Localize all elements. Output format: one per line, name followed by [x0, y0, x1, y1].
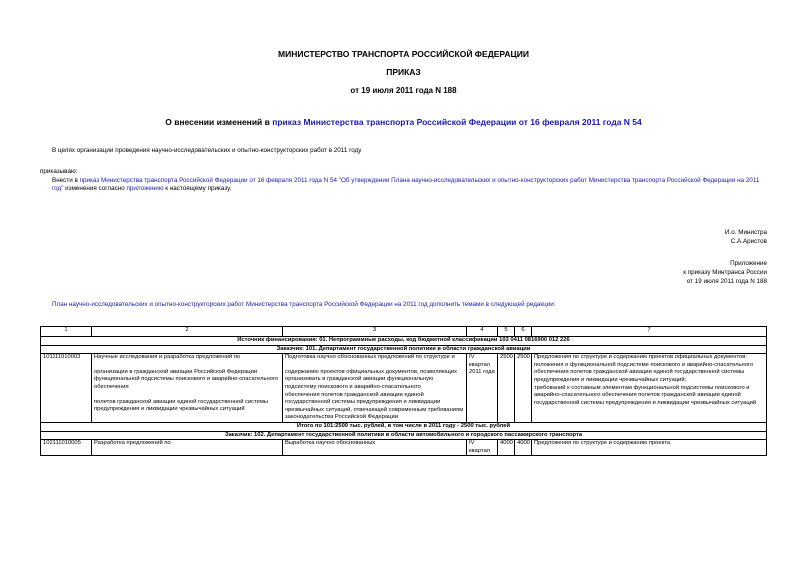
plan-table — [40, 326, 767, 456]
theme-work-line: содержанию проектов официальных документов, позволяющих организовать в гражданской авиации функциональную подсистему поискового и аварийно-спасательного — [285, 368, 458, 390]
signature-name: С.А.Аристов — [730, 238, 767, 245]
theme-work-line: Подготовка научно обоснованных предложений по структуре и — [285, 354, 455, 361]
table-column-numbers — [41, 327, 767, 337]
clause-order-link[interactable]: приказ Министерства транспорта Российской Федерации от 16 февраля 2011 года N 54 "Об утверждении Плана научно-исследовательских и опытно-конструкторских работ Министерства транспорта Российской Федерации на 2011 год" — [52, 177, 760, 193]
subject-order-link[interactable]: приказ Министерства транспорта Российской Федерации от 16 февраля 2011 года N 54 — [272, 117, 642, 127]
theme-value-total: 2500 — [498, 354, 515, 423]
order-clause — [52, 177, 772, 194]
table-row — [41, 440, 767, 456]
doc-date: от 19 июля 2011 года N 188 — [350, 86, 457, 95]
theme-result-line: требований к составным элементам функциональной подсистемы поискового и аварийно-спасательного обеспечения полетов гражданской авиации единой государственной системы предупреждения и ликвидации чрезвычайных ситуаций — [534, 384, 757, 406]
appendix-line2: от 19 июля 2011 года N 188 — [686, 278, 767, 285]
clause-middle: изменения согласно — [63, 185, 127, 193]
signature-position: И.о. Министра — [724, 229, 767, 236]
theme-code: 102111010005 — [41, 440, 92, 456]
theme-value-2011: 4000 — [515, 440, 532, 456]
col-num: 5 — [498, 327, 515, 337]
clause-appendix-link[interactable]: приложению — [126, 185, 164, 193]
theme-work — [283, 354, 467, 423]
appendix-line1: к приказу Минтранса России — [683, 269, 767, 276]
theme-name-line: Научные исследования и разработка предложений по — [94, 354, 241, 361]
col-num: 6 — [515, 327, 532, 337]
theme-period: IV квартал 2011 года — [467, 354, 498, 423]
col-num: 3 — [283, 327, 467, 337]
theme-result — [532, 354, 767, 423]
col-num: 1 — [41, 327, 92, 337]
ministry-heading: МИНИСТЕРСТВО ТРАНСПОРТА РОССИЙСКОЙ ФЕДЕРАЦИИ — [278, 49, 529, 59]
col-num: 2 — [92, 327, 283, 337]
doc-type-heading: ПРИКАЗ — [386, 67, 421, 77]
theme-work: Выработка научно обоснованных — [283, 440, 467, 456]
theme-value-2011: 2500 — [515, 354, 532, 423]
theme-value-total: 4000 — [498, 440, 515, 456]
preamble-text: В целях организации проведения научно-исследовательских и опытно-конструкторских работ в 2011 году — [52, 147, 362, 154]
funding-source-row — [41, 337, 767, 346]
appendix-title: Приложение — [730, 260, 767, 267]
theme-result-line: Предложения по структуре и содержанию проектов официальных документов: — [534, 354, 747, 361]
table-row — [41, 354, 767, 423]
theme-result-line: положения о функциональной подсистеме поискового и аварийно-спасательного обеспечения полетов гражданской авиации единой государственной системы предупреждения и ликвидации чрезвычайных ситуаций; — [534, 361, 754, 383]
theme-name: Разработка предложений по — [92, 440, 283, 456]
col-num: 7 — [532, 327, 767, 337]
order-word: приказываю: — [40, 168, 78, 175]
theme-code: 101111010003 — [41, 354, 92, 423]
col-num: 4 — [467, 327, 498, 337]
theme-name-line: организации в гражданской авиации Российской Федерации функциональной подсистемы поискового и аварийно-спасательного обеспечения — [94, 368, 279, 390]
theme-name — [92, 354, 283, 423]
customer-row — [41, 345, 767, 354]
doc-subject — [0, 117, 807, 127]
customer-102: Заказчик: 102. Департамент государственной политики в области автомобильного и городского пассажирского транспорта — [41, 431, 767, 440]
customer-101: Заказчик: 101. Департамент государственной политики в области гражданской авиации — [41, 345, 767, 354]
total-101: Итого по 101:2500 тыс. рублей, в том числе в 2011 году - 2500 тыс. рублей — [41, 422, 767, 431]
funding-source: Источник финансирования: 01. Непрограммные расходы, код бюджетной классификации 103 0411 0816900 012 226 — [41, 337, 767, 346]
theme-period: IV квартал — [467, 440, 498, 456]
theme-result: Предложения по структуре и содержанию проекта — [532, 440, 767, 456]
theme-name-line: полетов гражданской авиации единой государственной системы предупреждения и ликвидации чрезвычайных ситуаций — [94, 398, 269, 413]
clause-suffix: к настоящему приказу. — [163, 185, 232, 193]
theme-work-line: обеспечения полетов гражданской авиации единой государственной системы предупреждения и ликвидации чрезвычайных ситуаций, отвечающей современным требованиям законодательства Российской Федерации — [285, 391, 464, 421]
plan-intro: План научно-исследовательских и опытно-конструкторских работ Министерства транспорта Российской Федерации на 2011 год дополнить темами в следующей редакции: — [52, 301, 556, 308]
total-row — [41, 422, 767, 431]
subject-prefix: О внесении изменений в — [165, 117, 273, 127]
customer-row — [41, 431, 767, 440]
clause-prefix: Внести в — [52, 177, 80, 184]
